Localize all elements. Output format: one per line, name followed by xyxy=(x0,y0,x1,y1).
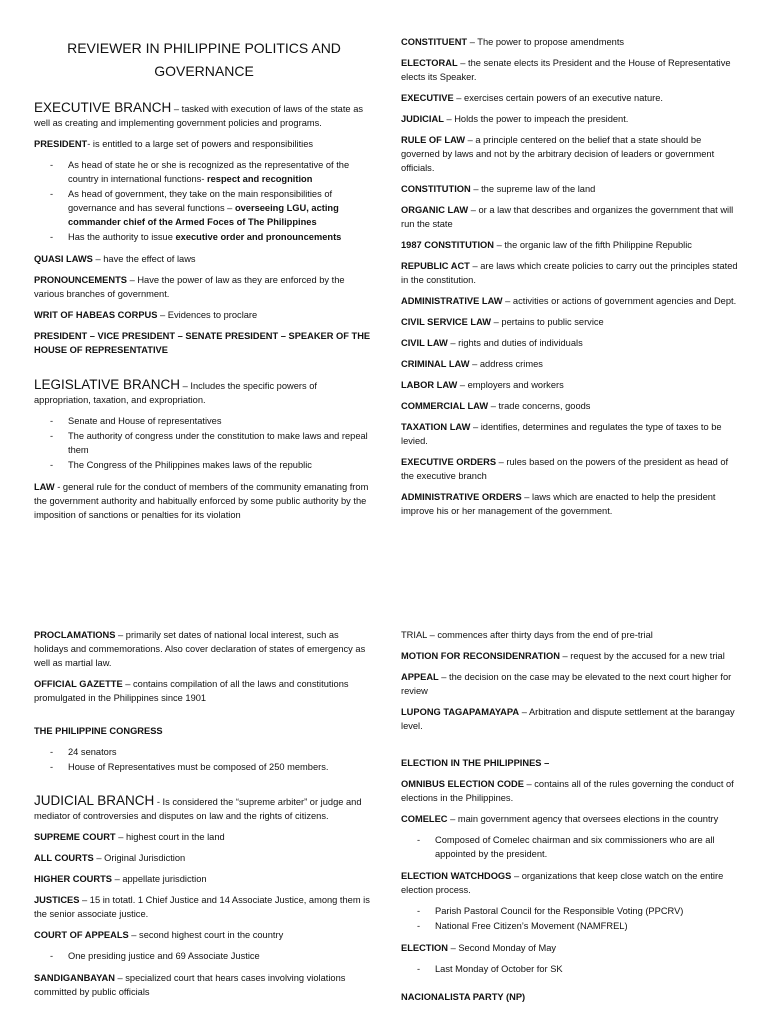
list-item: - One presiding justice and 69 Associate Justice xyxy=(50,949,374,963)
trial-def: TRIAL – commences after thirty days from the end of pre-trial xyxy=(401,630,653,640)
definition: ELECTORAL – the senate elects its President and the House of Representative elects its Speaker. xyxy=(401,58,731,82)
top-left-column xyxy=(34,37,374,529)
list-item: - As head of government, they take on the main responsibilities of governance and has several functions – overseeing LGU, acting commander chief of the Armed Foces of The Philippines xyxy=(50,187,374,229)
president-def xyxy=(34,137,374,151)
appeals-list xyxy=(34,949,374,963)
comelec-list xyxy=(401,833,741,861)
definition: COURT OF APPEALS – second highest court in the country xyxy=(34,930,284,940)
list-item: - Last Monday of October for SK xyxy=(417,962,741,976)
list-item: - As head of state he or she is recognized as the representative of the country in international functions- respect and recognition xyxy=(50,158,374,186)
list-item: - House of Representatives must be composed of 250 members. xyxy=(50,760,374,774)
document-title: REVIEWER IN PHILIPPINE POLITICS AND GOVERNANCE xyxy=(67,40,341,79)
sandiganbayan-def: SANDIGANBAYAN – specialized court that hears cases involving violations committed by public officials xyxy=(34,973,346,997)
list-item: - National Free Citizen’s Movement (NAMFREL) xyxy=(417,919,741,933)
legislative-branch-intro: LEGISLATIVE BRANCH – Includes the specific powers of appropriation, taxation, and expropriation. xyxy=(34,377,317,405)
definition: CRIMINAL LAW – address crimes xyxy=(401,359,543,369)
election-heading: ELECTION IN THE PHILIPPINES – xyxy=(401,758,550,768)
list-item: - Composed of Comelec chairman and six commissioners who are all appointed by the president. xyxy=(417,833,741,861)
official-gazette-def: OFFICIAL GAZETTE – contains compilation of all the laws and constitutions promulgated in the Philippines since 1901 xyxy=(34,679,349,703)
definition: ADMINISTRATIVE ORDERS – laws which are enacted to help the president improve his or her management of the government. xyxy=(401,492,716,516)
definition: ALL COURTS – Original Jurisdiction xyxy=(34,853,186,863)
habeas-corpus-def: WRIT OF HABEAS CORPUS – Evidences to proclare xyxy=(34,310,258,320)
judicial-branch-intro: JUDICIAL BRANCH - Is considered the “supreme arbiter” or judge and mediator of controversies and disputes on law and the rights of citizens. xyxy=(34,793,362,821)
definition: TAXATION LAW – identifies, determines and regulates the type of taxes to be levied. xyxy=(401,422,722,446)
top-right-column xyxy=(401,35,741,525)
list-item: - The Congress of the Philippines makes laws of the republic xyxy=(50,458,374,472)
executive-branch-intro xyxy=(34,101,374,130)
watchdogs-list xyxy=(401,904,741,933)
succession-line: PRESIDENT – VICE PRESIDENT – SENATE PRESIDENT – SPEAKER OF THE HOUSE OF REPRESENTATIVE xyxy=(34,331,371,355)
definition: LUPONG TAGAPAMAYAPA – Arbitration and dispute settlement at the barangay level. xyxy=(401,707,735,731)
law-def: LAW - general rule for the conduct of members of the community emanating from the government authority and habitually enforced by some public authority by the imposition of sanctions or penalties for its violation xyxy=(34,482,369,520)
president-desc: - is entitled to a large set of powers and responsibilities xyxy=(87,139,314,149)
list-item: - The authority of congress under the constitution to make laws and repeal them xyxy=(50,429,374,457)
judicial-branch-heading: JUDICIAL BRANCH xyxy=(34,793,155,808)
definition: CIVIL LAW – rights and duties of individuals xyxy=(401,338,583,348)
definition: HIGHER COURTS – appellate jurisdiction xyxy=(34,874,207,884)
congress-heading: THE PHILIPPINE CONGRESS xyxy=(34,726,163,736)
proclamations-def: PROCLAMATIONS – primarily set dates of national local interest, such as holidays and commemorations. Also cover declaration of states of emergency as well as martial law. xyxy=(34,630,366,668)
definition: OMNIBUS ELECTION CODE – contains all of the rules governing the conduct of elections in the Philippines. xyxy=(401,779,734,803)
president-term: PRESIDENT xyxy=(34,139,88,149)
definition: SUPREME COURT – highest court in the land xyxy=(34,832,225,842)
president-powers-list xyxy=(34,158,374,244)
list-item: - 24 senators xyxy=(50,745,374,759)
definition: REPUBLIC ACT – are laws which create policies to carry out the principles stated in the constitution. xyxy=(401,261,738,285)
cutoff-heading: NACIONALISTA PARTY (NP) xyxy=(401,992,526,1002)
pronouncements-def: PRONOUNCEMENTS – Have the power of law as they are enforced by the various branches of government. xyxy=(34,275,345,299)
list-item: - Senate and House of representatives xyxy=(50,414,374,428)
list-item: - Parish Pastoral Council for the Responsible Voting (PPCRV) xyxy=(417,904,741,918)
legislative-branch-heading: LEGISLATIVE BRANCH xyxy=(34,377,181,392)
definition: ORGANIC LAW – or a law that describes and organizes the government that will run the state xyxy=(401,205,734,229)
definition: COMMERCIAL LAW – trade concerns, goods xyxy=(401,401,591,411)
definition: COMELEC – main government agency that oversees elections in the country xyxy=(401,814,719,824)
list-item: - Has the authority to issue executive order and pronouncements xyxy=(50,230,374,244)
definition: 1987 CONSTITUTION – the organic law of the fifth Philippine Republic xyxy=(401,240,692,250)
definition: APPEAL – the decision on the case may be elevated to the next court higher for review xyxy=(401,672,732,696)
watchdogs-def: ELECTION WATCHDOGS – organizations that keep close watch on the entire election process. xyxy=(401,871,724,895)
bottom-right-column xyxy=(401,628,741,1011)
definition: JUDICIAL – Holds the power to impeach the president. xyxy=(401,114,629,124)
definition: ADMINISTRATIVE LAW – activities or actions of government agencies and Dept. xyxy=(401,296,737,306)
quasi-laws-def: QUASI LAWS – have the effect of laws xyxy=(34,254,196,264)
definition: EXECUTIVE ORDERS – rules based on the powers of the president as head of the executive branch xyxy=(401,457,729,481)
election-list xyxy=(401,962,741,976)
definition: CONSTITUENT – The power to propose amendments xyxy=(401,37,625,47)
executive-branch-desc: – tasked with execution of laws of the state as well as creating and implementing government policies and programs. xyxy=(34,104,364,128)
election-def: ELECTION – Second Monday of May xyxy=(401,943,557,953)
definition: JUSTICES – 15 in totatl. 1 Chief Justice and 14 Associate Justice, among them is the senior associate justice. xyxy=(34,895,370,919)
definition: CONSTITUTION – the supreme law of the land xyxy=(401,184,596,194)
definition: EXECUTIVE – exercises certain powers of an executive nature. xyxy=(401,93,663,103)
definition: CIVIL SERVICE LAW – pertains to public service xyxy=(401,317,604,327)
bottom-left-column xyxy=(34,628,374,1006)
definition: MOTION FOR RECONSIDENRATION – request by the accused for a new trial xyxy=(401,651,725,661)
definition: LABOR LAW – employers and workers xyxy=(401,380,564,390)
executive-branch-heading: EXECUTIVE BRANCH xyxy=(34,100,172,115)
definition: RULE OF LAW – a principle centered on the belief that a state should be governed by laws and not by the arbitrary decision of leaders or government officials. xyxy=(401,135,715,173)
legislative-list xyxy=(34,414,374,472)
congress-list xyxy=(34,745,374,774)
